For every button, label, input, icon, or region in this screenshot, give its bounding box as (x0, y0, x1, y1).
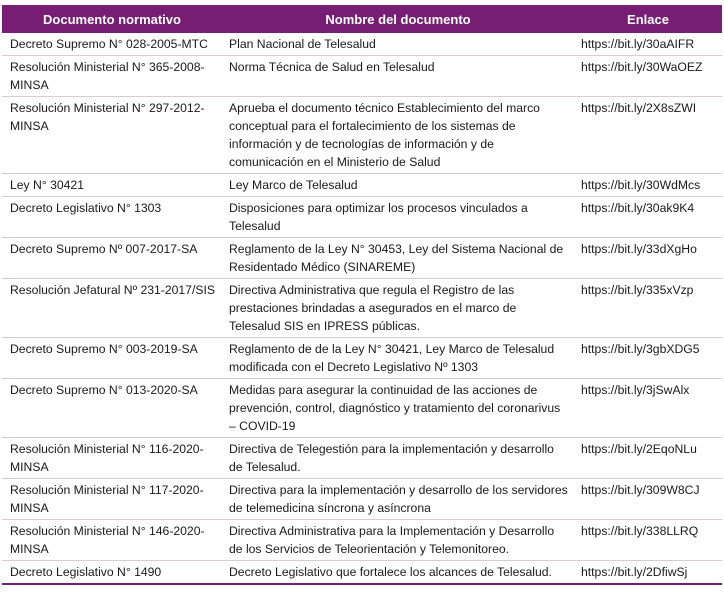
normativa-table (2, 5, 722, 585)
cell-norma: Resolución Ministerial N° 116-2020-MINSA (2, 438, 222, 479)
table-row (2, 438, 722, 479)
cell-enlace[interactable]: https://bit.ly/309W8CJ (574, 479, 722, 520)
cell-nombre: Disposiciones para optimizar los procesos vinculados a Telesalud (222, 197, 574, 238)
cell-norma: Decreto Supremo N° 028-2005-MTC (2, 33, 222, 56)
table-row (2, 33, 722, 56)
cell-nombre: Directiva Administrativa para la Implementación y Desarrollo de los Servicios de Teleorientación y Telemonitoreo. (222, 520, 574, 561)
header-row (2, 5, 722, 33)
cell-enlace[interactable]: https://bit.ly/33dXgHo (574, 238, 722, 279)
cell-enlace[interactable]: https://bit.ly/3gbXDG5 (574, 338, 722, 379)
cell-enlace[interactable]: https://bit.ly/30WdMcs (574, 174, 722, 197)
table-row (2, 279, 722, 338)
cell-norma: Decreto Supremo N° 013-2020-SA (2, 379, 222, 438)
cell-norma: Resolución Ministerial N° 146-2020-MINSA (2, 520, 222, 561)
table-row (2, 238, 722, 279)
cell-norma: Resolución Ministerial N° 365-2008-MINSA (2, 56, 222, 97)
cell-nombre: Directiva para la implementación y desarrollo de los servidores de telemedicina síncrona y asíncrona (222, 479, 574, 520)
cell-norma: Decreto Legislativo N° 1303 (2, 197, 222, 238)
cell-enlace[interactable]: https://bit.ly/3jSwAlx (574, 379, 722, 438)
cell-norma: Decreto Legislativo N° 1490 (2, 561, 222, 585)
cell-norma: Resolución Ministerial N° 117-2020-MINSA (2, 479, 222, 520)
cell-enlace[interactable]: https://bit.ly/30aAIFR (574, 33, 722, 56)
cell-norma: Resolución Jefatural Nº 231-2017/SIS (2, 279, 222, 338)
header-nombre-del-documento: Nombre del documento (222, 5, 574, 33)
cell-enlace[interactable]: https://bit.ly/30ak9K4 (574, 197, 722, 238)
header-enlace: Enlace (574, 5, 722, 33)
table-row (2, 97, 722, 174)
header-documento-normativo: Documento normativo (2, 5, 222, 33)
cell-enlace[interactable]: https://bit.ly/30WaOEZ (574, 56, 722, 97)
cell-enlace[interactable]: https://bit.ly/335xVzp (574, 279, 722, 338)
cell-nombre: Directiva de Telegestión para la implementación y desarrollo de Telesalud. (222, 438, 574, 479)
cell-nombre: Norma Técnica de Salud en Telesalud (222, 56, 574, 97)
cell-norma: Resolución Ministerial N° 297-2012-MINSA (2, 97, 222, 174)
cell-nombre: Reglamento de de la Ley N° 30421, Ley Marco de Telesalud modificada con el Decreto Legislativo Nº 1303 (222, 338, 574, 379)
table-row (2, 520, 722, 561)
cell-enlace[interactable]: https://bit.ly/2EqoNLu (574, 438, 722, 479)
cell-nombre: Medidas para asegurar la continuidad de las acciones de prevención, control, diagnóstico y tratamiento del coronarivus – COVID-19 (222, 379, 574, 438)
table-body (2, 33, 722, 584)
table-row (2, 479, 722, 520)
cell-norma: Decreto Supremo Nº 007-2017-SA (2, 238, 222, 279)
cell-enlace[interactable]: https://bit.ly/2X8sZWI (574, 97, 722, 174)
cell-nombre: Decreto Legislativo que fortalece los alcances de Telesalud. (222, 561, 574, 585)
cell-nombre: Reglamento de la Ley N° 30453, Ley del Sistema Nacional de Residentado Médico (SINAREME) (222, 238, 574, 279)
cell-norma: Decreto Supremo N° 003-2019-SA (2, 338, 222, 379)
cell-enlace[interactable]: https://bit.ly/338LLRQ (574, 520, 722, 561)
cell-nombre: Directiva Administrativa que regula el Registro de las prestaciones brindadas a asegurados en el marco de Telesalud SIS en IPRESS públicas. (222, 279, 574, 338)
cell-nombre: Plan Nacional de Telesalud (222, 33, 574, 56)
table-row (2, 561, 722, 585)
cell-enlace[interactable]: https://bit.ly/2DfiwSj (574, 561, 722, 585)
table-row (2, 197, 722, 238)
table-row (2, 56, 722, 97)
table-header (2, 5, 722, 33)
table-row (2, 174, 722, 197)
table-row (2, 379, 722, 438)
cell-nombre: Ley Marco de Telesalud (222, 174, 574, 197)
table-row (2, 338, 722, 379)
cell-norma: Ley N° 30421 (2, 174, 222, 197)
cell-nombre: Aprueba el documento técnico Establecimiento del marco conceptual para el fortalecimiento de los sistemas de información y de tecnologías de información y de comunicación en el Ministerio de Salud (222, 97, 574, 174)
